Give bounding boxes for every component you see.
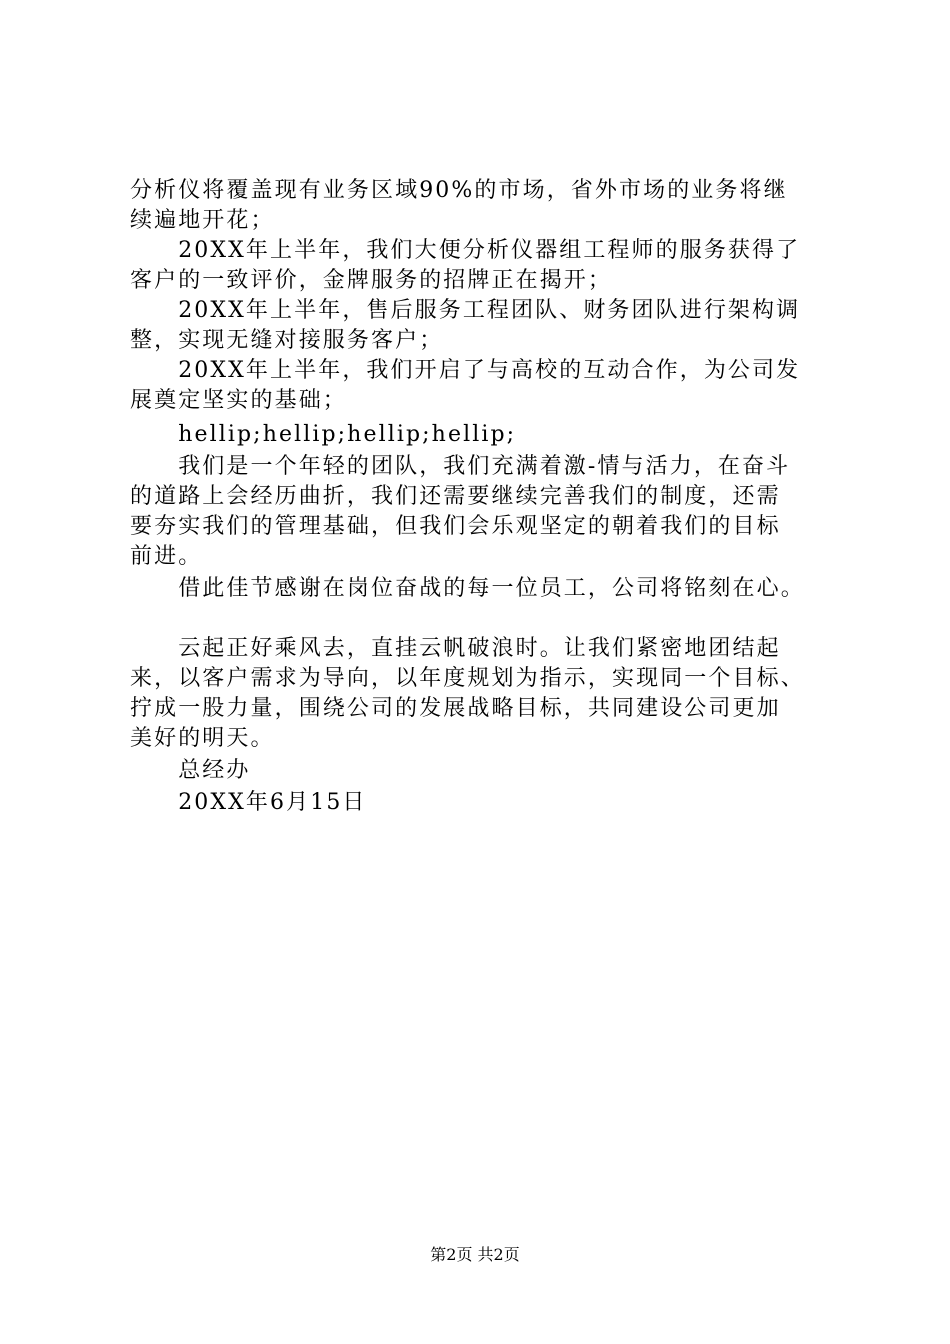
body-text-line: 美好的明天。	[130, 726, 275, 751]
signature-department: 总经办	[130, 758, 251, 783]
page-number-footer: 第2页 共2页	[430, 1245, 520, 1264]
body-text-line: 整，实现无缝对接服务客户；	[130, 328, 444, 353]
body-text-line: 客户的一致评价，金牌服务的招牌正在揭开；	[130, 268, 613, 293]
body-text-line: 我们是一个年轻的团队，我们充满着激-情与活力，在奋斗	[130, 454, 791, 479]
body-text-line: 要夯实我们的管理基础，但我们会乐观坚定的朝着我们的目标	[130, 514, 781, 539]
body-text-line: 分析仪将覆盖现有业务区域90%的市场，省外市场的业务将继	[130, 178, 788, 203]
body-text-line: 来，以客户需求为导向，以年度规划为指示，实现同一个目标、	[130, 666, 805, 691]
body-text-line: 20XX年上半年，我们开启了与高校的互动合作，为公司发	[130, 358, 801, 383]
body-text-line: 20XX年上半年，我们大便分析仪器组工程师的服务获得了	[130, 238, 801, 263]
body-text-line: 前进。	[130, 544, 203, 569]
body-text-line: 云起正好乘风去，直挂云帆破浪时。让我们紧密地团结起	[130, 636, 781, 661]
body-text-line: 拧成一股力量，围绕公司的发展战略目标，共同建设公司更加	[130, 696, 781, 721]
body-text-line: 的道路上会经历曲折，我们还需要继续完善我们的制度，还需	[130, 484, 781, 509]
body-text-line: 20XX年上半年，售后服务工程团队、财务团队进行架构调	[130, 298, 801, 323]
body-text-line: 借此佳节感谢在岗位奋战的每一位员工，公司将铭刻在心。	[130, 576, 805, 601]
body-text-line: hellip;hellip;hellip;hellip;	[130, 422, 517, 447]
body-text-line: 展奠定坚实的基础；	[130, 388, 347, 413]
body-text-line: 续遍地开花；	[130, 208, 275, 233]
signature-date: 20XX年6月15日	[130, 790, 367, 815]
